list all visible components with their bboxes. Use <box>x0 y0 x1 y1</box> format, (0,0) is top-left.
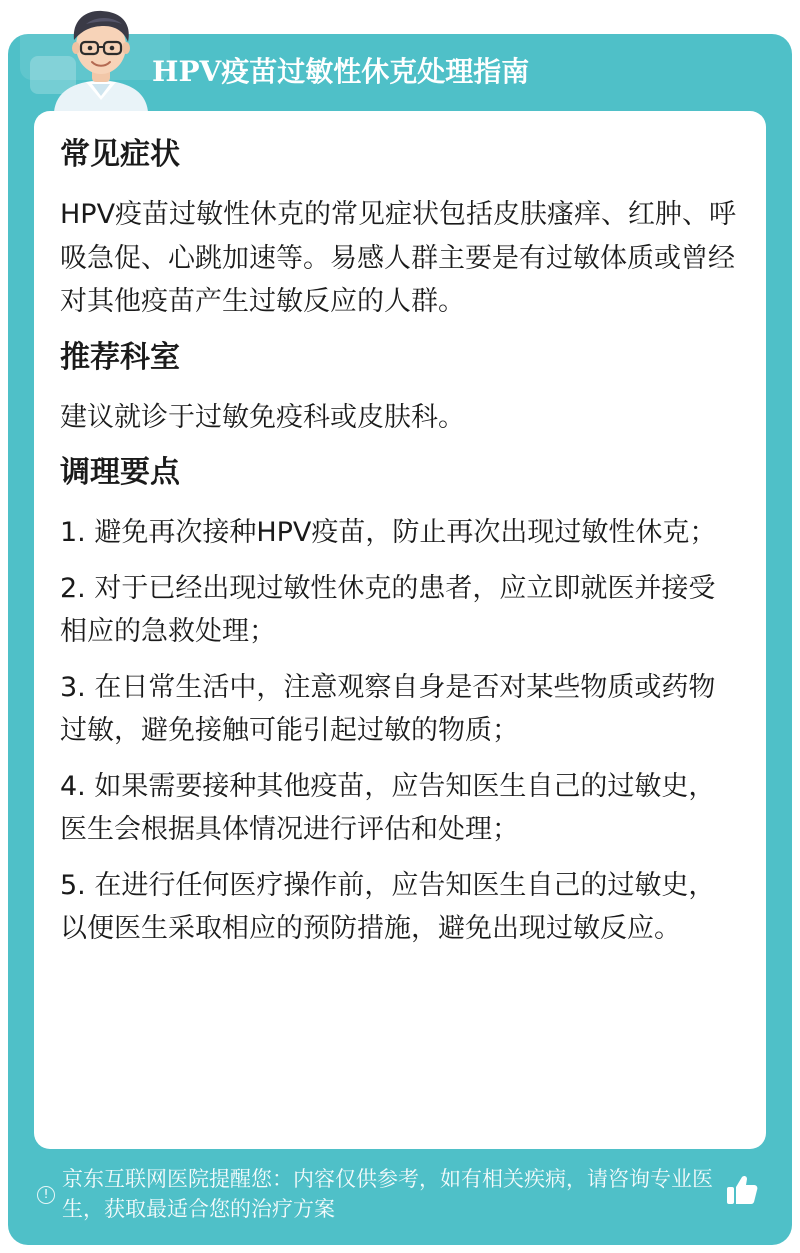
list-item: 5. 在进行任何医疗操作前，应告知医生自己的过敏史，以便医生采取相应的预防措施，避免出现过敏反应。 <box>60 869 716 944</box>
symptoms-text: HPV疫苗过敏性休克的常见症状包括皮肤瘙痒、红肿、呼吸急促、心跳加速等。易感人群主要是有过敏体质或曾经对其他疫苗产生过敏反应的人群。 <box>60 199 737 317</box>
department-text: 建议就诊于过敏免疫科或皮肤科。 <box>60 401 465 433</box>
list-item: 2. 对于已经出现过敏性休克的患者，应立即就医并接受相应的急救处理； <box>60 572 716 647</box>
content-card <box>34 111 766 1149</box>
section-title-department: 推荐科室 <box>60 339 180 375</box>
list-item: 3. 在日常生活中，注意观察自身是否对某些物质或药物过敏，避免接触可能引起过敏的物质； <box>60 671 716 746</box>
footer-disclaimer: 京东互联网医院提醒您：内容仅供参考，如有相关疾病，请咨询专业医生，获取最适合您的治疗方案 <box>62 1167 713 1221</box>
section-title-care: 调理要点 <box>60 455 180 490</box>
page-title: HPV疫苗过敏性休克处理指南 <box>152 55 530 88</box>
care-list <box>60 511 740 951</box>
info-icon: ! <box>37 1186 55 1204</box>
list-item: 4. 如果需要接种其他疫苗，应告知医生自己的过敏史，医生会根据具体情况进行评估和处理； <box>60 770 716 845</box>
doctor-avatar-icon <box>46 4 156 112</box>
section-title-symptoms: 常见症状 <box>60 137 180 172</box>
thumbs-up-icon[interactable] <box>724 1172 760 1208</box>
list-item: 1. 避免再次接种HPV疫苗，防止再次出现过敏性休克； <box>60 517 717 548</box>
